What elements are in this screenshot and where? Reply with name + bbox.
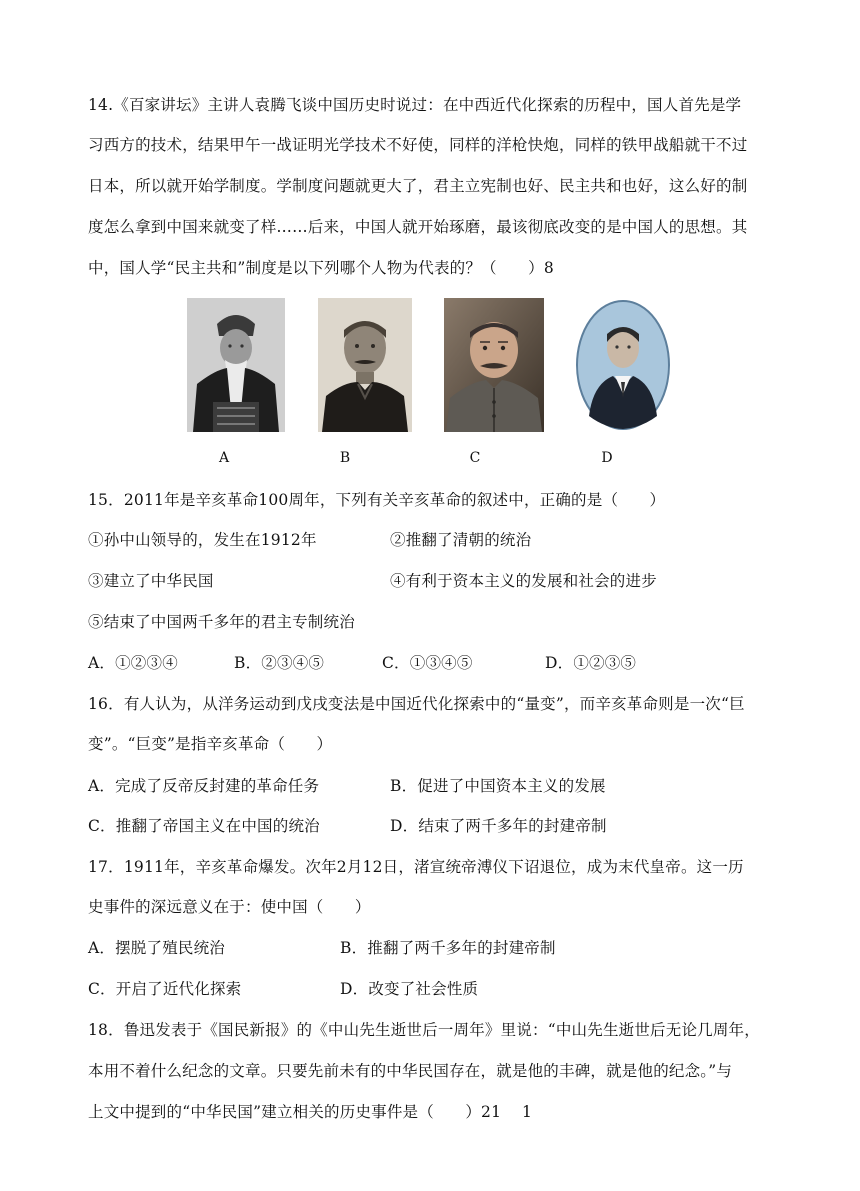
q15-option-b: B．②③④⑤ [234,654,325,672]
q17-option-c: C．开启了近代化探索 [88,980,242,998]
q18-line-3: 上文中提到的“中华民国”建立相关的历史事件是（ ）21 1 [88,1103,533,1121]
q14-line-4: 度怎么拿到中国来就变了样……后来，中国人就开始琢磨，最该彻底改变的是中国人的思想。其 [88,218,748,236]
q16-option-b: B．促进了中国资本主义的发展 [390,777,606,795]
q15-option-c: C．①③④⑤ [382,654,473,672]
q17-line-1: 17．1911年，辛亥革命爆发。次年2月12日，渚宣统帝溥仪下诏退位，成为末代皇帝。这一历 [88,858,744,876]
q14-line-2: 习西方的技术，结果甲午一战证明光学技术不好使，同样的洋枪快炮，同样的铁甲战船就干不过 [88,136,748,154]
q14-line-5: 中，国人学“民主共和”制度是以下列哪个人物为代表的？（ ）8 [88,259,554,277]
q16-line-2: 变”。“巨变”是指辛亥革命（ ） [88,735,333,753]
portrait-b-image [318,298,412,432]
portrait-a-caption: A [218,450,230,466]
q14-line-3: 日本，所以就开始学制度。学制度问题就更大了，君主立宪制也好、民主共和也好，这么好的制 [88,177,748,195]
portrait-a-image [187,298,285,432]
q15-item-1: ①孙中山领导的，发生在1912年 [88,531,317,549]
portrait-d-caption: D [601,450,613,466]
q17-line-2: 史事件的深远意义在于：使中国（ ） [88,898,371,916]
q17-option-d: D．改变了社会性质 [340,980,479,998]
q15-option-a: A．①②③④ [88,654,178,672]
portrait-b-caption: B [339,450,351,466]
q16-option-c: C．推翻了帝国主义在中国的统治 [88,817,320,835]
q15-stem: 15．2011年是辛亥革命100周年，下列有关辛亥革命的叙述中，正确的是（ ） [88,491,666,509]
q15-item-2: ②推翻了清朝的统治 [390,531,532,549]
portrait-c-caption: C [469,450,481,466]
portrait-c-image [444,298,544,432]
q14-line-1: 14.《百家讲坛》主讲人袁腾飞谈中国历史时说过：在中西近代化探索的历程中，国人首先是学 [88,96,742,114]
q18-line-2: 本用不着什么纪念的文章。只要先前未有的中华民国存在，就是他的丰碑，就是他的纪念。”与 [88,1062,733,1080]
q17-option-b: B．推翻了两千多年的封建帝制 [340,939,556,957]
q18-line-1: 18．鲁迅发表于《国民新报》的《中山先生逝世后一周年》里说：“中山先生逝世后无论几周年， [88,1021,760,1039]
q15-item-3: ③建立了中华民国 [88,572,214,590]
q15-item-5: ⑤结束了中国两千多年的君主专制统治 [88,613,355,631]
q16-option-d: D．结束了两千多年的封建帝制 [390,817,607,835]
q15-item-4: ④有利于资本主义的发展和社会的进步 [390,572,657,590]
q16-option-a: A．完成了反帝反封建的革命任务 [88,777,320,795]
q15-option-d: D．①②③⑤ [545,654,637,672]
portrait-d-image [575,298,671,432]
q17-option-a: A．摆脱了殖民统治 [88,939,225,957]
q16-line-1: 16．有人认为，从洋务运动到戊戌变法是中国近代化探索中的“量变”，而辛亥革命则是一次“巨 [88,695,745,713]
